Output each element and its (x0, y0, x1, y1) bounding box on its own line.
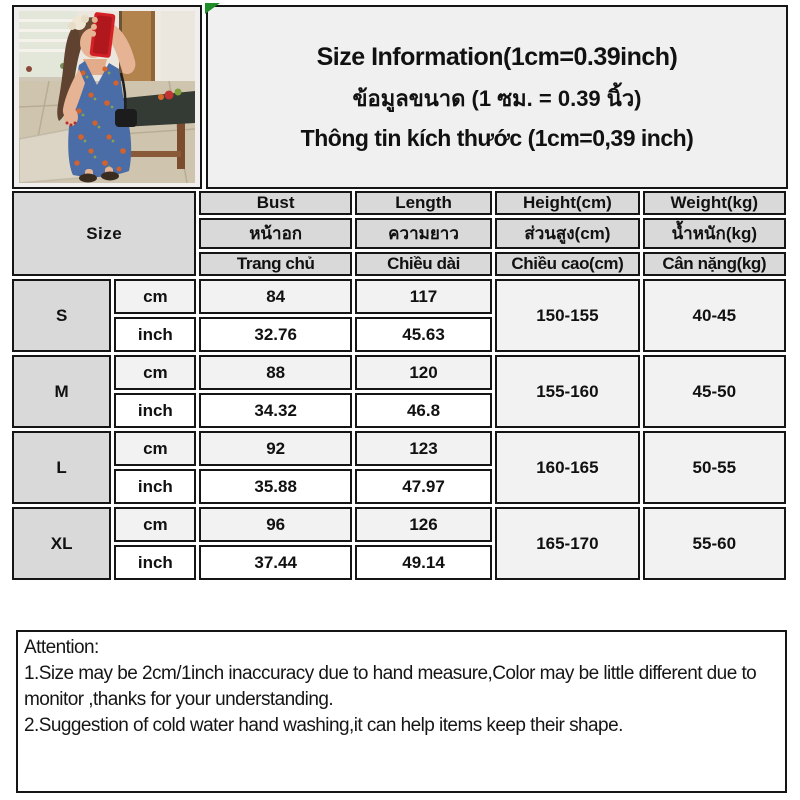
height-s: 150-155 (495, 279, 639, 352)
length-cm-m: 120 (355, 355, 492, 390)
length-cm-s: 117 (355, 279, 492, 314)
header-bust-vi: Trang chủ (199, 252, 351, 276)
unit-cell-cm: cm (114, 355, 196, 390)
size-row-s-cm (12, 279, 786, 314)
weight-l: 50-55 (643, 431, 786, 504)
bust-cm-xl: 96 (199, 507, 351, 542)
model-photo (19, 11, 195, 183)
length-inch-m: 46.8 (355, 393, 492, 428)
model-figure (57, 12, 137, 183)
header-length-en: Length (355, 191, 492, 215)
bust-inch-s: 32.76 (199, 317, 351, 352)
model-sandal (79, 174, 97, 183)
model-sandal (101, 172, 119, 181)
photo-fruit-green (175, 89, 182, 96)
header-bust-en: Bust (199, 191, 351, 215)
bust-cm-m: 88 (199, 355, 351, 390)
weight-xl: 55-60 (643, 507, 786, 580)
unit-cell-inch: inch (114, 469, 196, 504)
unit-cell-cm: cm (114, 507, 196, 542)
bust-inch-l: 35.88 (199, 469, 351, 504)
attention-panel (16, 630, 787, 793)
height-m: 155-160 (495, 355, 639, 428)
header-length-th: ความยาว (355, 218, 492, 249)
unit-cell-inch: inch (114, 545, 196, 580)
attention-heading: Attention: (24, 637, 99, 658)
header-weight-en: Weight(kg) (643, 191, 786, 215)
header-length-vi: Chiều dài (355, 252, 492, 276)
size-label-xl: XL (12, 507, 111, 580)
attention-note-2: 2.Suggestion of cold water hand washing,it can help items keep their shape. (24, 715, 623, 736)
size-row-l-cm (12, 431, 786, 466)
title-line-en: Size Information(1cm=0.39inch) (316, 42, 678, 71)
title-line-vi: Thông tin kích thước (1cm=0,39 inch) (300, 124, 694, 151)
header-weight-th: น้ำหนัก(kg) (643, 218, 786, 249)
title-line-th: ข้อมูลขนาด (1 ซม. = 0.39 นิ้ว) (352, 85, 642, 111)
size-label-l: L (12, 431, 111, 504)
length-inch-xl: 49.14 (355, 545, 492, 580)
bust-inch-xl: 37.44 (199, 545, 351, 580)
unit-cell-inch: inch (114, 393, 196, 428)
length-cm-l: 123 (355, 431, 492, 466)
size-corner-cell: Size (12, 191, 196, 276)
header-row-en (12, 191, 786, 215)
height-l: 160-165 (495, 431, 639, 504)
header-bust-th: หน้าอก (199, 218, 351, 249)
weight-m: 45-50 (643, 355, 786, 428)
header-height-th: ส่วนสูง(cm) (495, 218, 639, 249)
unit-cell-inch: inch (114, 317, 196, 352)
header-height-en: Height(cm) (495, 191, 639, 215)
bust-cm-s: 84 (199, 279, 351, 314)
size-table (9, 188, 789, 583)
attention-note-1: 1.Size may be 2cm/1inch inaccuracy due to hand measure,Color may be little different due to monitor ,thanks for your understanding. (24, 663, 757, 710)
size-row-m-cm (12, 355, 786, 390)
size-info-title-panel (206, 5, 788, 189)
bust-cm-l: 92 (199, 431, 351, 466)
size-label-s: S (12, 279, 111, 352)
weight-s: 40-45 (643, 279, 786, 352)
length-cm-xl: 126 (355, 507, 492, 542)
height-xl: 165-170 (495, 507, 639, 580)
model-photo-panel (12, 5, 202, 189)
header-height-vi: Chiều cao(cm) (495, 252, 639, 276)
unit-cell-cm: cm (114, 431, 196, 466)
corner-marker-icon (205, 3, 220, 14)
header-weight-vi: Cân nặng(kg) (643, 252, 786, 276)
size-row-xl-cm (12, 507, 786, 542)
length-inch-s: 45.63 (355, 317, 492, 352)
unit-cell-cm: cm (114, 279, 196, 314)
photo-fruit-red (165, 91, 174, 100)
bust-inch-m: 34.32 (199, 393, 351, 428)
length-inch-l: 47.97 (355, 469, 492, 504)
size-label-m: M (12, 355, 111, 428)
